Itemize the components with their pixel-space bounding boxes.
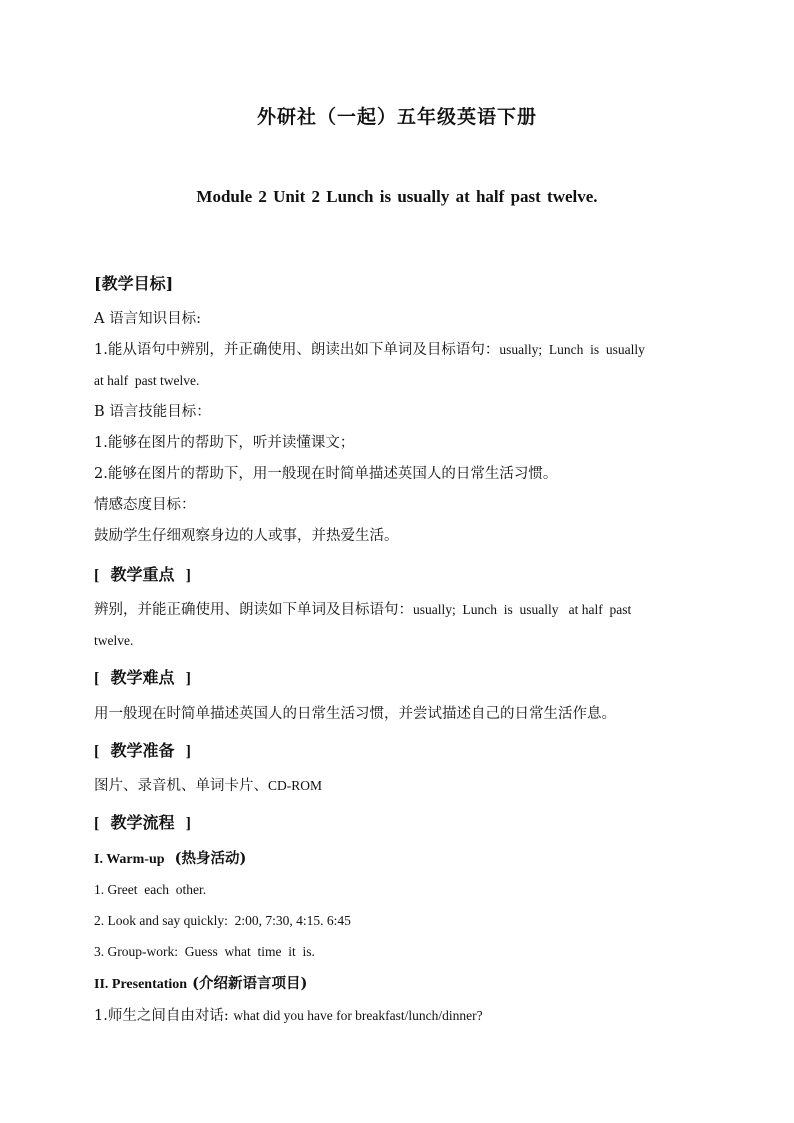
key-points-text-cont: twelve. <box>94 633 134 648</box>
objective-c-label: 情感态度目标： <box>94 497 196 513</box>
presentation-heading-en: II. Presentation <box>94 977 188 992</box>
key-points-heading <box>94 565 704 586</box>
warmup-heading <box>94 849 704 870</box>
presentation-heading <box>94 974 704 995</box>
preparation-heading <box>94 741 704 762</box>
document-title: 外研社（一起）五年级英语下册 <box>256 106 537 128</box>
bracket-close: ] <box>185 743 191 760</box>
preparation-text-en: CD-ROM <box>268 778 323 793</box>
preparation-text-cn: 图片、录音机、单词卡片、 <box>94 778 268 794</box>
warmup-step-3: 3. Group-work: Guess what time it is. <box>94 944 315 959</box>
key-points-text-en: usually; Lunch is usually at half past <box>413 602 632 617</box>
objective-b-label: B 语言技能目标： <box>94 404 211 420</box>
warmup-heading-en: I. Warm-up <box>94 852 165 867</box>
objectives-heading: [教学目标] <box>94 274 174 293</box>
objective-a1 <box>94 340 704 360</box>
preparation-text <box>94 776 704 796</box>
objective-b2: 2.能够在图片的帮助下，用一般现在时简单描述英国人的日常生活习惯。 <box>94 466 558 482</box>
presentation-step-1-cn: 1.师生之间自由对话: <box>94 1008 229 1024</box>
warmup-heading-cn: (热身活动) <box>174 850 247 867</box>
presentation-heading-cn: (介绍新语言项目) <box>192 975 308 992</box>
objective-c1: 鼓励学生仔细观察身边的人或事，并热爱生活。 <box>94 528 399 544</box>
bracket-close: ] <box>185 567 191 584</box>
objective-a1-en: usually; Lunch is usually <box>499 342 645 357</box>
presentation-step-1 <box>94 1006 704 1026</box>
bracket-open: [ <box>94 567 100 584</box>
bracket-close: ] <box>185 815 191 832</box>
objective-b1: 1.能够在图片的帮助下，听并读懂课文； <box>94 435 355 451</box>
objective-a-label: A 语言知识目标: <box>94 311 201 327</box>
preparation-heading-text: 教学准备 <box>110 741 175 760</box>
key-points-heading-text: 教学重点 <box>110 565 175 584</box>
warmup-step-2: 2. Look and say quickly: 2:00, 7:30, 4:15. 6:45 <box>94 913 351 928</box>
warmup-step-1: 1. Greet each other. <box>94 882 207 897</box>
bracket-open: [ <box>94 815 100 832</box>
presentation-step-1-en: what did you have for breakfast/lunch/dinner? <box>233 1008 483 1023</box>
difficult-points-heading <box>94 668 704 689</box>
bracket-open: [ <box>94 670 100 687</box>
key-points-text <box>94 600 704 620</box>
difficult-points-text: 用一般现在时简单描述英国人的日常生活习惯，并尝试描述自己的日常生活作息。 <box>94 706 616 722</box>
difficult-points-heading-text: 教学难点 <box>110 668 175 687</box>
bracket-close: ] <box>185 670 191 687</box>
bracket-open: [ <box>94 743 100 760</box>
objective-a1-cont: at half past twelve. <box>94 373 200 388</box>
objective-a1-cn: 1.能从语句中辨别，并正确使用、朗读出如下单词及目标语句： <box>94 342 500 358</box>
key-points-text-cn: 辨别，并能正确使用、朗读如下单词及目标语句： <box>94 602 413 618</box>
procedure-heading <box>94 813 704 834</box>
procedure-heading-text: 教学流程 <box>110 813 175 832</box>
lesson-title: Module 2 Unit 2 Lunch is usually at half past twelve. <box>196 187 598 206</box>
